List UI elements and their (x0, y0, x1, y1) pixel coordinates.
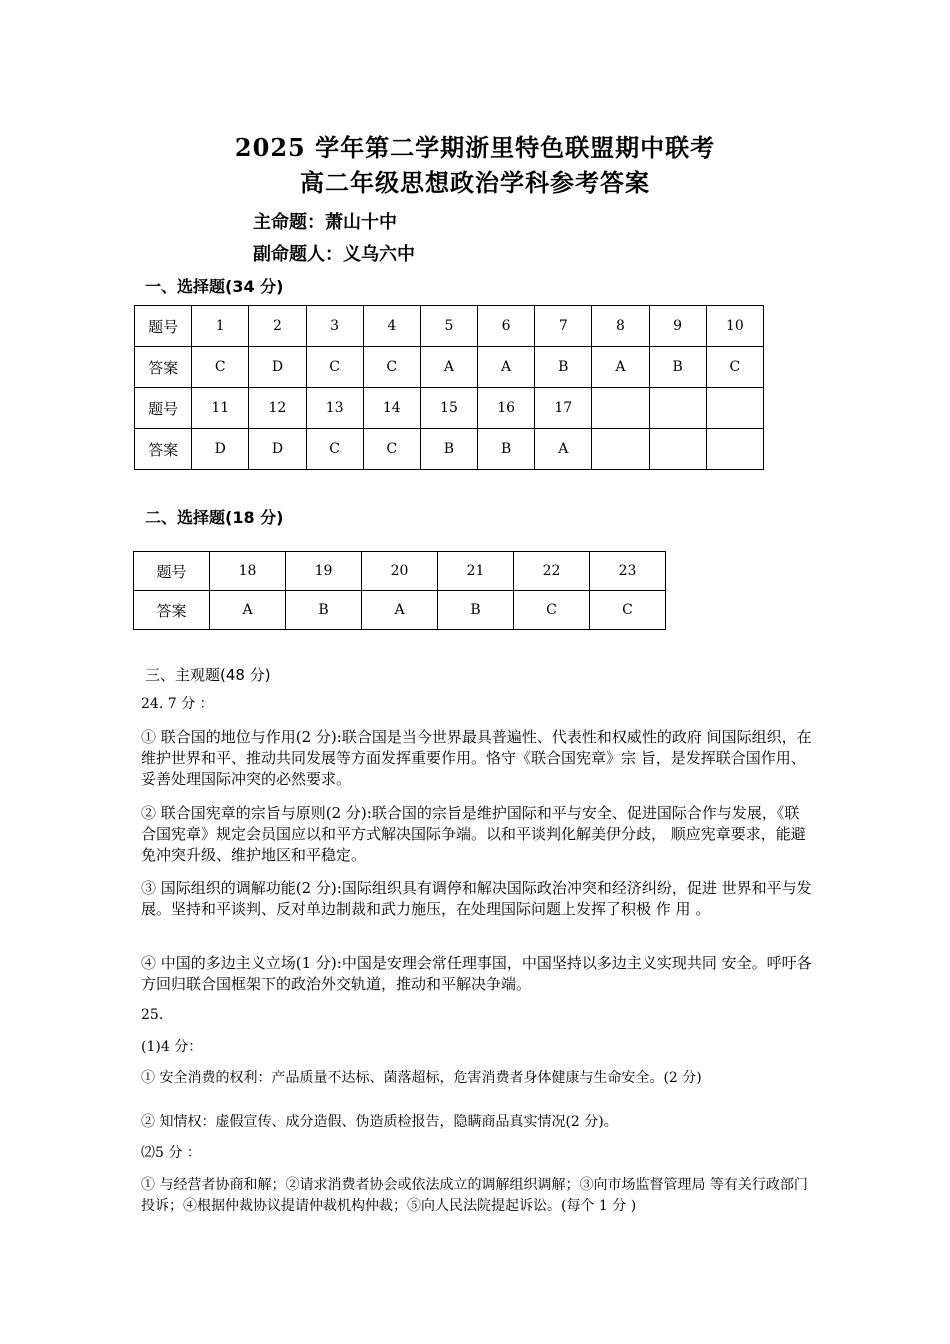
answer-cell: C (590, 591, 666, 630)
answer-cell: A (210, 591, 286, 630)
question-number: 14 (363, 388, 420, 429)
main-author: 主命题：萧山十中 (253, 212, 397, 233)
question-number: 11 (192, 388, 249, 429)
table-row (135, 429, 764, 470)
answer-cell: A (478, 347, 535, 388)
answer-cell: C (363, 347, 420, 388)
answer-cell: A (592, 347, 649, 388)
q25-part2-label: ⑵5 分 ： (141, 1145, 201, 1161)
q25-part1-point-1: ① 安全消费的权利：产品质量不达标、菌落超标，危害消费者身体健康与生命安全。(2 分) (141, 1070, 702, 1086)
question-number: 12 (249, 388, 306, 429)
row-label-answer: 答案 (134, 591, 210, 630)
section-1-heading: 一、选择题(34 分) (145, 277, 284, 296)
answer-cell (649, 429, 706, 470)
table-row (135, 388, 764, 429)
q25-label: 25. (141, 1007, 164, 1023)
question-number: 6 (478, 306, 535, 347)
answer-cell: A (420, 347, 477, 388)
section-2-answer-table (133, 551, 666, 630)
answer-cell: B (649, 347, 706, 388)
sub-author: 副命题人：义乌六中 (253, 244, 415, 265)
question-number (649, 388, 706, 429)
title-line-2: 高二年级思想政治学科参考答案 (300, 168, 650, 197)
row-label-number: 题号 (134, 552, 210, 591)
answer-cell: B (478, 429, 535, 470)
title-line-1: 2025 学年第二学期浙里特色联盟期中联考 (234, 133, 716, 162)
answer-cell: C (306, 347, 363, 388)
answer-cell: C (306, 429, 363, 470)
answer-cell: D (249, 347, 306, 388)
q24-point-4: ④ 中国的多边主义立场(1 分):中国是安理会常任理事国，中国坚持以多边主义实现共同 安全。呼吁各方回归联合国框架下的政治外交轨道，推动和平解决争端。 (141, 954, 812, 993)
answer-cell: B (535, 347, 592, 388)
q24-point-3: ③ 国际组织的调解功能(2 分):国际组织具有调停和解决国际政治冲突和经济纠纷，促进 世界和平与发展。坚持和平谈判、反对单边制裁和武力施压，在处理国际问题上发挥了积极 作 用 。 (141, 879, 812, 918)
question-number: 1 (192, 306, 249, 347)
q25-part1-point-2: ② 知情权：虚假宣传、成分造假、伪造质检报告，隐瞒商品真实情况(2 分)。 (141, 1114, 618, 1130)
question-number: 7 (535, 306, 592, 347)
question-number: 19 (286, 552, 362, 591)
question-number: 22 (514, 552, 590, 591)
row-label-answer: 答案 (135, 347, 192, 388)
question-number (592, 388, 649, 429)
question-number: 16 (478, 388, 535, 429)
q25-part1-label: (1)4 分： (141, 1039, 203, 1055)
table-row (135, 306, 764, 347)
answer-cell: C (706, 347, 763, 388)
q24-point-2: ② 联合国宪章的宗旨与原则(2 分):联合国的宗旨是维护国际和平与安全、促进国际合作与发展，《联合国宪章》规定会员国应以和平方式解决国际争端。以和平谈判化解美伊分歧， 顺应宪章要求，能避免冲突升级、维护地区和平稳定。 (141, 804, 806, 864)
section-1-answer-table (134, 305, 764, 470)
section-2-heading: 二、选择题(18 分) (145, 508, 284, 527)
table-row (134, 591, 666, 630)
answer-cell: B (438, 591, 514, 630)
question-number (706, 388, 763, 429)
answer-cell: A (362, 591, 438, 630)
answer-cell (592, 429, 649, 470)
question-number: 10 (706, 306, 763, 347)
question-number: 18 (210, 552, 286, 591)
answer-cell: D (192, 429, 249, 470)
answer-cell: B (286, 591, 362, 630)
question-number: 23 (590, 552, 666, 591)
row-label-answer: 答案 (135, 429, 192, 470)
question-number: 13 (306, 388, 363, 429)
question-number: 3 (306, 306, 363, 347)
question-number: 20 (362, 552, 438, 591)
question-number: 4 (363, 306, 420, 347)
answer-cell: D (249, 429, 306, 470)
question-number: 5 (420, 306, 477, 347)
question-number: 2 (249, 306, 306, 347)
answer-cell (706, 429, 763, 470)
question-number: 17 (535, 388, 592, 429)
question-number: 9 (649, 306, 706, 347)
answer-cell: B (420, 429, 477, 470)
section-3-heading: 三、主观题(48 分) (145, 666, 271, 684)
question-number: 21 (438, 552, 514, 591)
answer-cell: A (535, 429, 592, 470)
q24-point-1: ① 联合国的地位与作用(2 分):联合国是当今世界最具普遍性、代表性和权威性的政府 间国际组织，在维护世界和平、推动共同发展等方面发挥重要作用。恪守《联合国宪章》宗 旨，是发挥联合国作用、妥善处理国际冲突的必然要求。 (141, 728, 812, 788)
table-row (134, 552, 666, 591)
question-number: 8 (592, 306, 649, 347)
q25-part2-text: ① 与经营者协商和解；②请求消费者协会或依法成立的调解组织调解；③向市场监督管理局 等有关行政部门投诉；④根据仲裁协议提请仲裁机构仲裁；⑤向人民法院提起诉讼。(每个 1 分 ) (141, 1177, 808, 1214)
question-number: 15 (420, 388, 477, 429)
row-label-number: 题号 (135, 388, 192, 429)
answer-cell: C (363, 429, 420, 470)
answer-cell: C (192, 347, 249, 388)
row-label-number: 题号 (135, 306, 192, 347)
answer-cell: C (514, 591, 590, 630)
q24-label: 24. 7 分 ： (141, 696, 214, 712)
table-row (135, 347, 764, 388)
